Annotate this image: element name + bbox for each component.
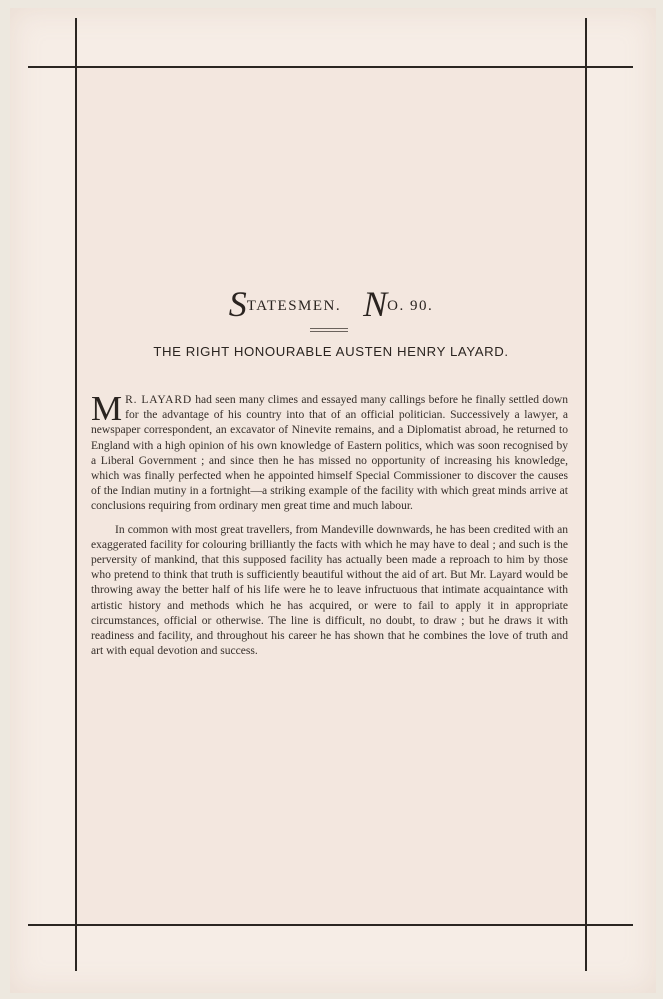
paragraph-2: In common with most great travellers, from Mandeville downwards, he has been credited with an exaggerated facility for colouring brilliantly the facts with which he may have to deal ; and such is the perversity of mankind, that this supposed facility has actually been made a reproach to him by those who pretend to think that truth is sufficiently beautiful without the aid of art. But Mr. Layard would be throwing away the better half of his life were he to leave infructuous that intimate acquaintance with artistic history and methods which he has acquired, or were to fail to apply it in appropriate circumstances, official or otherwise. The line is difficult, no doubt, to draw ; but he draws it with readiness and facility, and throughout his career he has shown that he combines the love of truth and art with equal devotion and success. (91, 523, 568, 658)
section-heading (76, 283, 586, 325)
section-initial: S (228, 284, 247, 324)
article-body (91, 389, 568, 659)
section-rest: TATESMEN. (246, 298, 342, 314)
section-label (228, 284, 342, 324)
drop-cap: M (91, 389, 123, 428)
title-divider-upper (310, 328, 348, 329)
right-border-rule (585, 18, 587, 971)
article-title: THE RIGHT HONOURABLE AUSTEN HENRY LAYARD. (153, 344, 509, 359)
number-label (363, 284, 434, 324)
paragraph-1-lead: R. LAYARD (125, 394, 192, 406)
number-rest: O. 90. (387, 298, 434, 314)
paragraph-1-text: had seen many climes and essayed many callings before he finally settled down for the advantage of his country into that of an official politician. Successively a lawyer, a newspaper correspondent, an excavator of Ninevite remains, and a Diplomatist abroad, he returned to England with a high opinion of his own knowledge of Eastern politics, which was soon recognised by a Liberal Government ; and since then he has missed no opportunity of increasing his knowledge, which was finally perfected when he appointed himself Special Commissioner to discover the causes of the Indian mutiny in a fortnight—a striking example of the facility with which great minds arrive at conclusions requiring from ordinary men great time and much labour. (91, 394, 568, 513)
left-border-rule (75, 18, 77, 971)
title-divider-lower (310, 331, 348, 332)
bottom-border-rule (28, 924, 633, 926)
top-border-rule (28, 66, 633, 68)
number-initial: N (363, 284, 388, 324)
paragraph-1 (91, 389, 568, 515)
